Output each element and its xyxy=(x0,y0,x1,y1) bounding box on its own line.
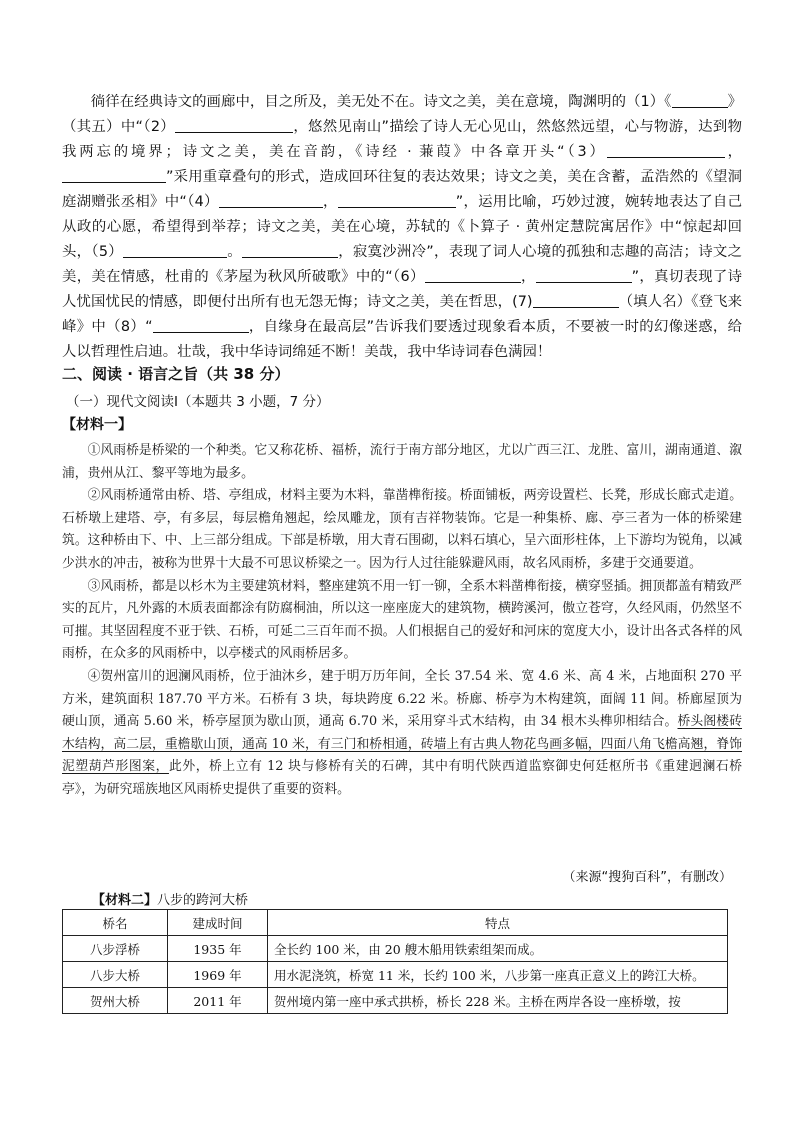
text-segment: 》（其五）中“（2） xyxy=(62,94,742,135)
table-cell: 2011 年 xyxy=(168,988,268,1014)
table-header: 桥名 xyxy=(63,910,168,936)
intro-passage xyxy=(62,90,742,365)
answer-blank-2[interactable] xyxy=(175,116,293,133)
underlined-sentence: 桥头阁楼砖木结构，高二层，重檐歇山顶，通高 10 米，有三门和桥相通，砖墙上有古典人物花鸟画多幅，四面八角飞檐高翘，脊饰泥塑葫芦形图案， xyxy=(62,714,743,775)
answer-blank-8[interactable] xyxy=(153,316,249,333)
answer-blank-4b[interactable] xyxy=(338,191,456,208)
table-cell: 1969 年 xyxy=(168,962,268,988)
answer-blank-7[interactable] xyxy=(533,291,619,308)
poetry-fill-paragraph xyxy=(62,90,742,365)
table-cell: 1935 年 xyxy=(168,936,268,962)
text-segment: ，自缘身在最高层”告诉我们要透过现象看本质，不要被一时的幻像迷惑，给人以哲理性启迪。壮哉，我中华诗词绵延不断！美哉，我中华诗词春色满园！ xyxy=(62,319,742,360)
section-heading: 二、阅读 · 语言之旨（共 38 分） xyxy=(62,365,290,383)
bridge-table xyxy=(62,909,728,1014)
material1-label: 【材料一】 xyxy=(62,417,132,433)
table-row xyxy=(63,988,728,1014)
answer-blank-3a[interactable] xyxy=(607,141,725,158)
table-cell: 八步浮桥 xyxy=(63,936,168,962)
sub-heading: （一）现代文阅读Ⅰ（本题共 3 小题，7 分） xyxy=(66,394,330,410)
table-header: 特点 xyxy=(268,910,728,936)
table-header-row xyxy=(63,910,728,936)
text-segment: （填人名）《登飞来峰》中（8）“ xyxy=(62,294,742,335)
table-cell: 八步大桥 xyxy=(63,962,168,988)
answer-blank-5b[interactable] xyxy=(242,241,338,258)
text-segment: ， xyxy=(724,144,742,160)
answer-blank-3b[interactable] xyxy=(62,166,166,183)
material2-label: 【材料二】 xyxy=(92,893,158,908)
material1-paragraph-2: ②风雨桥通常由桥、塔、亭组成，材料主要为木料，靠凿榫衔接。桥面铺板，两旁设置栏、长凳，形成长廊式走道。石桥墩上建塔、亭，有多层，每层檐角翘起，绘凤雕龙，顶有吉祥物装饰。它是一种集桥、廊、亭三者为一体的桥梁建筑。这种桥由下、中、上三部分组成。下部是桥墩，用大青石围砌，以料石填心，呈六面形柱体，上下游均为锐角，以减少洪水的冲击，被称为世界十大最不可思议桥梁之一。因为行人过往能躲避风雨，故名风雨桥，多建于交通要道。 xyxy=(62,488,742,571)
table-cell: 用水泥浇筑，桥宽 11 米，长约 100 米，八步第一座真正意义上的跨江大桥。 xyxy=(268,962,728,988)
table-row xyxy=(63,962,728,988)
text-segment: ，悠然见南山”描绘了诗人无心见山，然悠然远望，心与物游，达到物我两忘的境界；诗文之美，美在音韵，《诗经 · 蒹葭》中各章开头“（3） xyxy=(62,119,742,160)
text-segment: ”，真切表现了诗人忧国忧民的情感，即便付出所有也无怨无悔；诗文之美，美在哲思，(7) xyxy=(62,269,742,310)
text-segment: ， xyxy=(322,194,338,210)
material1-paragraph-3: ③风雨桥，都是以杉木为主要建筑材料，整座建筑不用一钉一铆，全系木料凿榫衔接，横穿竖插。拥顶都盖有精致严实的瓦片，凡外露的木质表面都涂有防腐桐油，所以这一座座庞大的建筑物，横跨溪河，傲立苍穹，久经风雨，仍然坚不可摧。其坚固程度不亚于铁、石桥，可延二三百年而不损。人们根据自己的爱好和河床的宽度大小，设计出各式各样的风雨桥，在众多的风雨桥中，以亭楼式的风雨桥居多。 xyxy=(62,578,742,662)
text-segment: ，寂寞沙洲冷”，表现了词人心境的孤独和志趣的高洁；诗文之美，美在情感，杜甫的《茅屋为秋风所破歌》中的“（6） xyxy=(62,244,742,285)
table-cell: 贺州境内第一座中承式拱桥，桥长 228 米。主桥在两岸各设一座桥墩，按 xyxy=(268,988,728,1014)
table-cell: 全长约 100 米，由 20 艘木船用铁索组架而成。 xyxy=(268,936,728,962)
text-segment: 。 xyxy=(226,244,242,260)
material2-caption xyxy=(92,889,248,908)
text-segment: ”采用重章叠句的形式，造成回环往复的表达效果；诗文之美，美在含蓄，孟浩然的《望洞庭湖赠张丞相》中“（4） xyxy=(62,169,742,210)
material2-title: 八步的跨河大桥 xyxy=(157,893,249,908)
answer-blank-6b[interactable] xyxy=(536,266,632,283)
material1-body xyxy=(62,440,742,802)
text-segment: 徜徉在经典诗文的画廊中，目之所及，美无处不在。诗文之美，美在意境，陶渊明的（1）《 xyxy=(90,94,672,110)
text-segment: ④贺州富川的迥澜风雨桥，位于油沐乡，建于明万历年间，全长 37.54 米、宽 4.6 米、高 4 米，占地面积 270 平方米，建筑面积 187.70 平方米。石桥有 3 块，每块跨度 6.22 米。桥廊、桥亭为木构建筑，面阔 11 间。桥廊屋顶为硬山顶，通高 5.60 米，桥亭屋顶为歇山顶，通高 6.70 米，采用穿斗式木结构，由 34 根木头榫卯相结合。 xyxy=(62,668,742,730)
answer-blank-4a[interactable] xyxy=(219,191,323,208)
source-note: （来源“搜狗百科”，有删改） xyxy=(562,870,732,885)
text-segment: ， xyxy=(520,269,536,285)
table-cell: 贺州大桥 xyxy=(63,988,168,1014)
text-segment: ”，运用比喻，巧妙过渡，婉转地表达了自己从政的心愿，希望得到举荐；诗文之美，美在心境，苏轼的《卜算子 · 黄州定慧院寓居作》中“惊起却回头，（5） xyxy=(62,194,742,260)
text-segment: 此外，桥上立有 12 块与修桥有关的石碑，其中有明代陕西道监察御史何廷枢所书《重建迥澜石桥亭》，为研究瑶族地区风雨桥史提供了重要的资料。 xyxy=(62,759,743,797)
material1-paragraph-4 xyxy=(62,666,742,802)
answer-blank-6a[interactable] xyxy=(425,266,521,283)
answer-blank-1[interactable] xyxy=(672,91,728,108)
material1-paragraph-1: ①风雨桥是桥梁的一个种类。它又称花桥、福桥，流行于南方部分地区，尤以广西三江、龙胜、富川，湖南通道、溆浦，贵州从江、黎平等地为最多。 xyxy=(62,443,742,481)
table-row xyxy=(63,936,728,962)
table-header: 建成时间 xyxy=(168,910,268,936)
answer-blank-5a[interactable] xyxy=(123,241,227,258)
